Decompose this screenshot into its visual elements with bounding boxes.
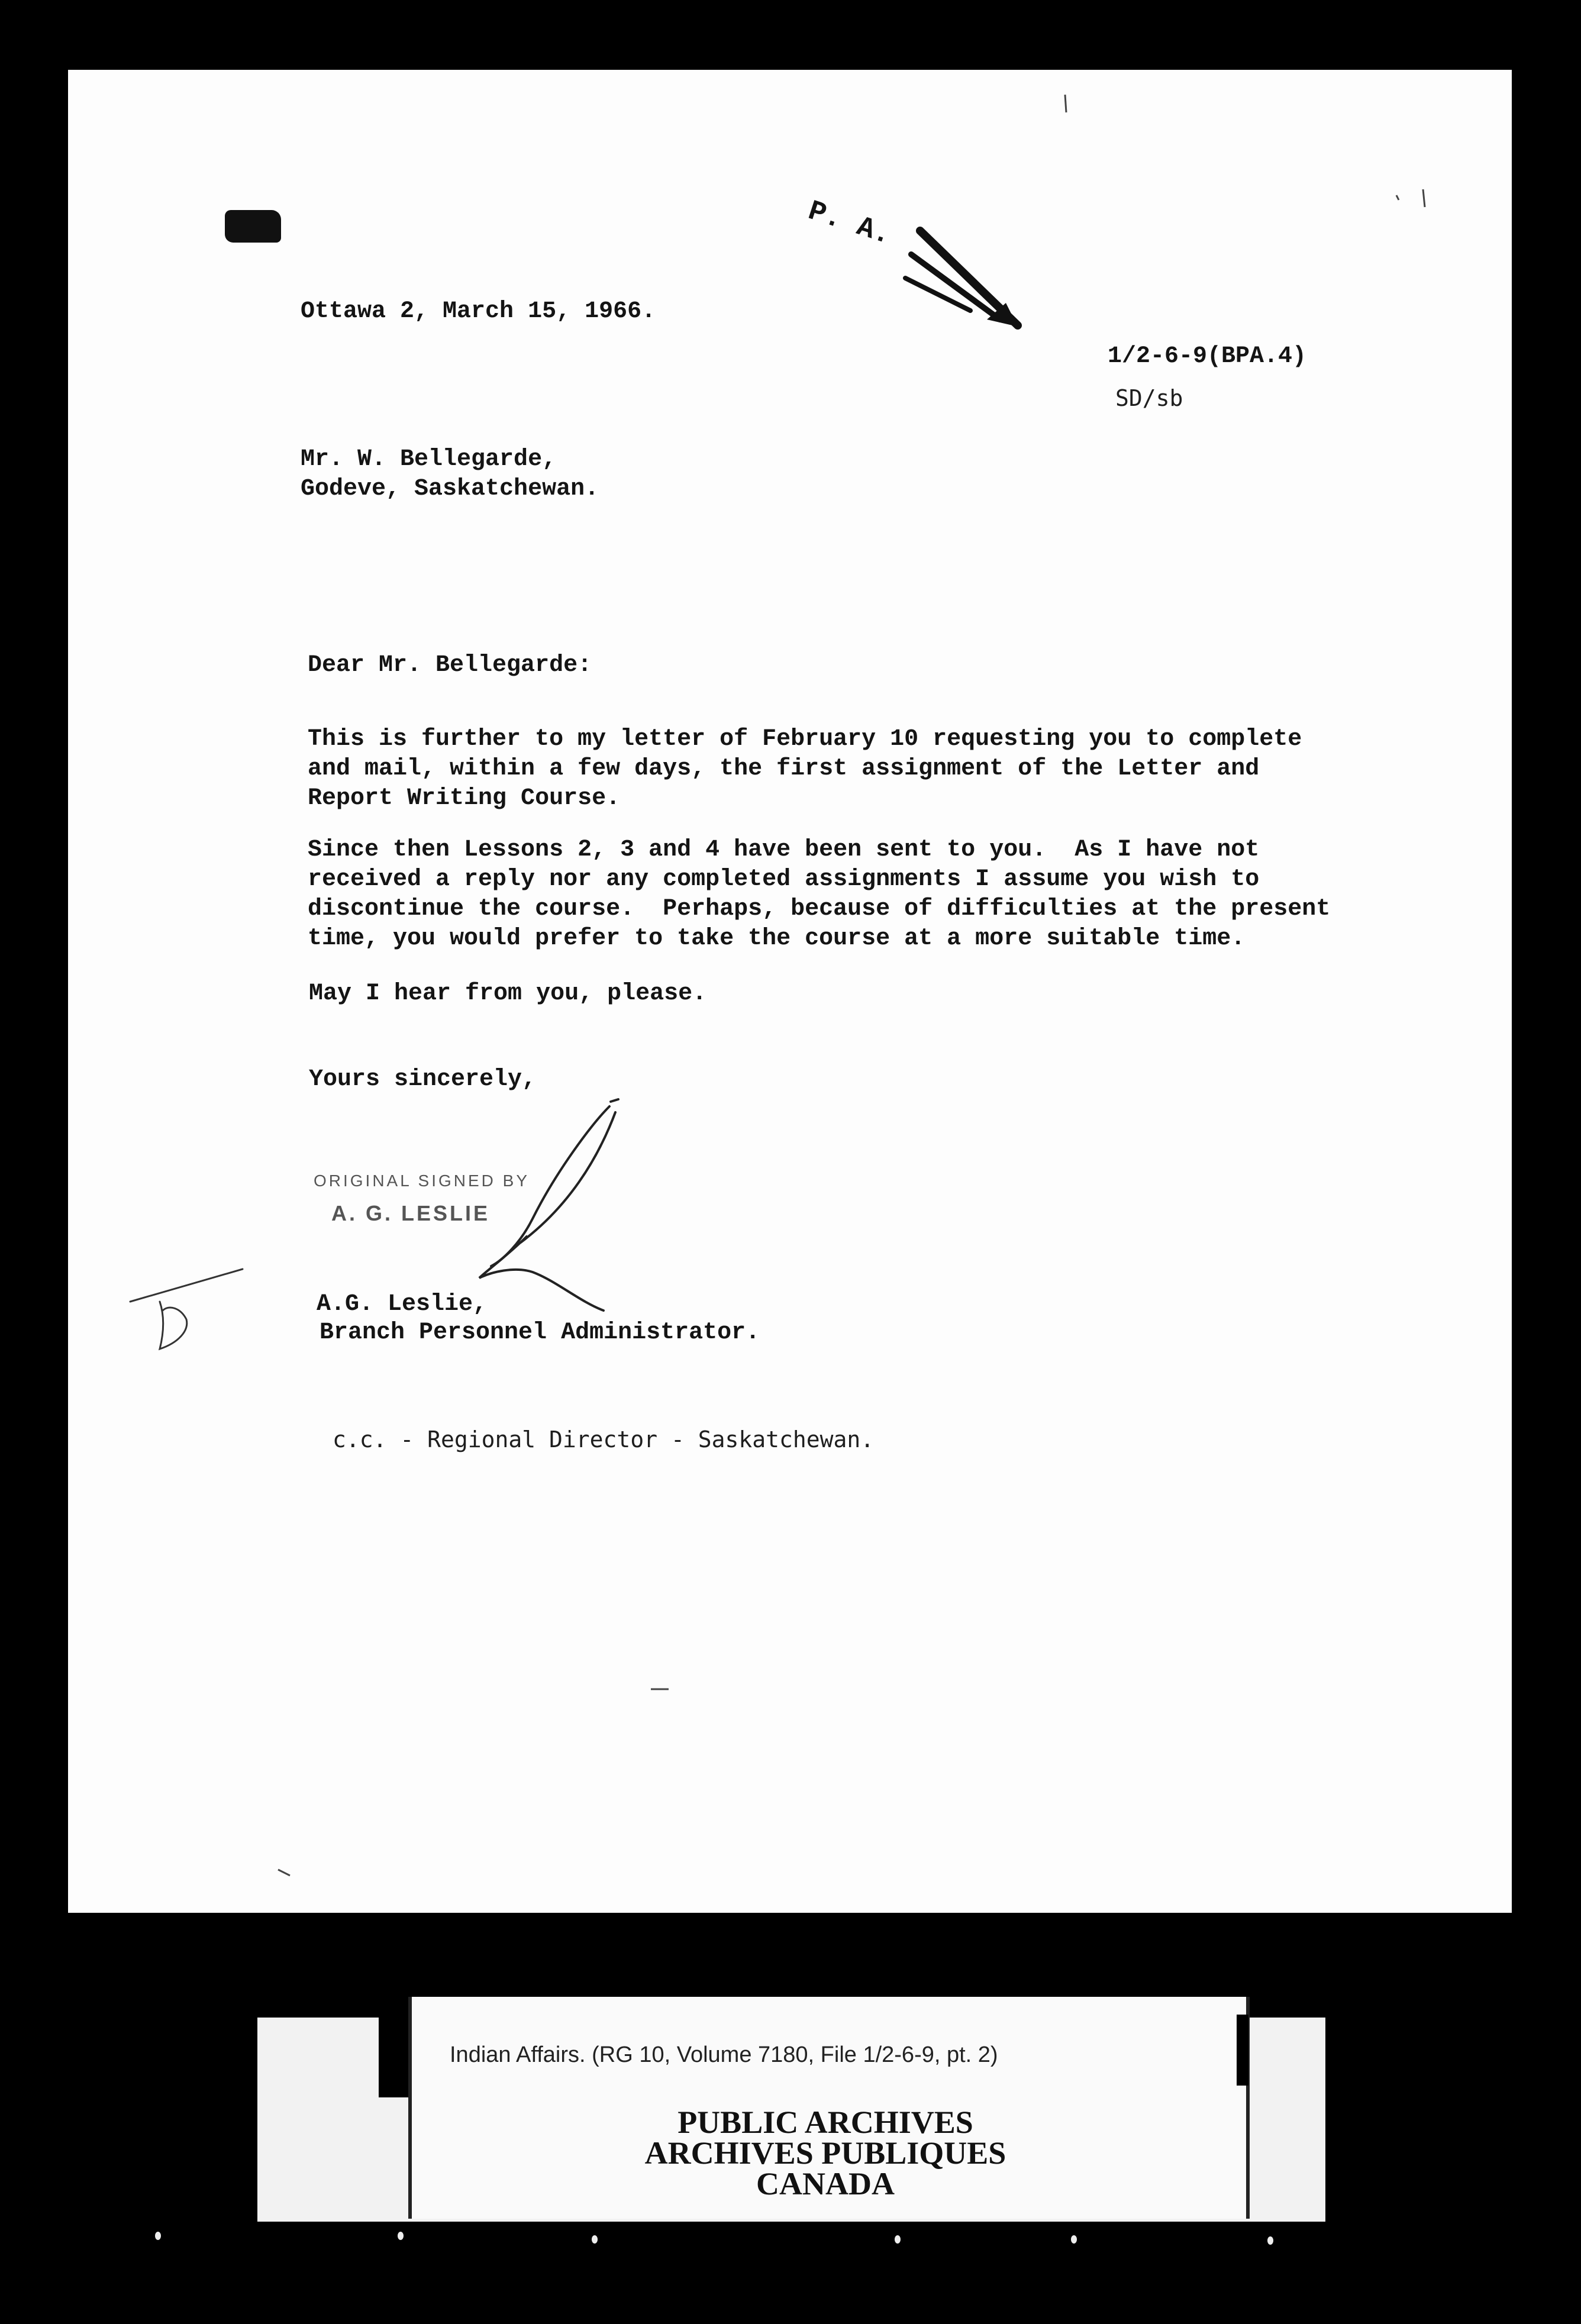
original-signed-stamp: ORIGINAL SIGNED BY <box>314 1171 530 1190</box>
paragraph-line: Since then Lessons 2, 3 and 4 have been sent to you. As I have not <box>308 837 1260 863</box>
film-speck <box>155 2232 161 2240</box>
paragraph-line: discontinue the course. Perhaps, because of difficulties at the present <box>308 896 1331 922</box>
archive-country: CANADA <box>756 2166 895 2202</box>
signer-title: Branch Personnel Administrator. <box>320 1319 760 1346</box>
archive-reference: Indian Affairs. (RG 10, Volume 7180, File 1/2-6-9, pt. 2) <box>450 2042 998 2067</box>
film-speck <box>592 2235 598 2244</box>
salutation: Dear Mr. Bellegarde: <box>308 652 592 679</box>
paragraph-2 <box>308 835 1330 954</box>
complimentary-close: Yours sincerely, <box>309 1066 537 1093</box>
film-speck <box>895 2235 901 2244</box>
paragraph-line: and mail, within a few days, the first assignment of the Letter and <box>308 756 1260 782</box>
paragraph-1 <box>308 725 1302 814</box>
label-tab-left <box>379 2006 408 2097</box>
paragraph-line: Report Writing Course. <box>308 785 621 812</box>
stamp-signer-name: A. G. LESLIE <box>331 1201 491 1225</box>
paragraph-line: time, you would prefer to take the course at a more suitable time. <box>308 925 1246 952</box>
ink-blot <box>225 210 281 243</box>
film-speck <box>398 2232 404 2240</box>
recipient-address <box>301 445 599 504</box>
archive-title-en: PUBLIC ARCHIVES <box>677 2104 973 2140</box>
archive-title-fr: ARCHIVES PUBLIQUES <box>644 2135 1006 2171</box>
address-line: Godeve, Saskatchewan. <box>301 476 599 502</box>
label-tab-right <box>1237 2015 1248 2086</box>
typist-initials: SD/sb <box>1115 385 1183 411</box>
file-reference: 1/2-6-9(BPA.4) <box>1108 343 1307 370</box>
date-line: Ottawa 2, March 15, 1966. <box>301 298 656 325</box>
paragraph-line: received a reply nor any completed assignments I assume you wish to <box>308 866 1260 893</box>
paragraph-line: This is further to my letter of February 10 requesting you to complete <box>308 726 1302 753</box>
pa-stamp: P. A. <box>804 195 895 252</box>
address-line: Mr. W. Bellegarde, <box>301 446 557 473</box>
film-speck <box>1267 2236 1273 2245</box>
film-speck <box>1071 2235 1077 2244</box>
closing-request: May I hear from you, please. <box>309 980 707 1007</box>
signer-name: A.G. Leslie, <box>317 1291 488 1318</box>
cc-line: c.c. - Regional Director - Saskatchewan. <box>333 1426 875 1452</box>
